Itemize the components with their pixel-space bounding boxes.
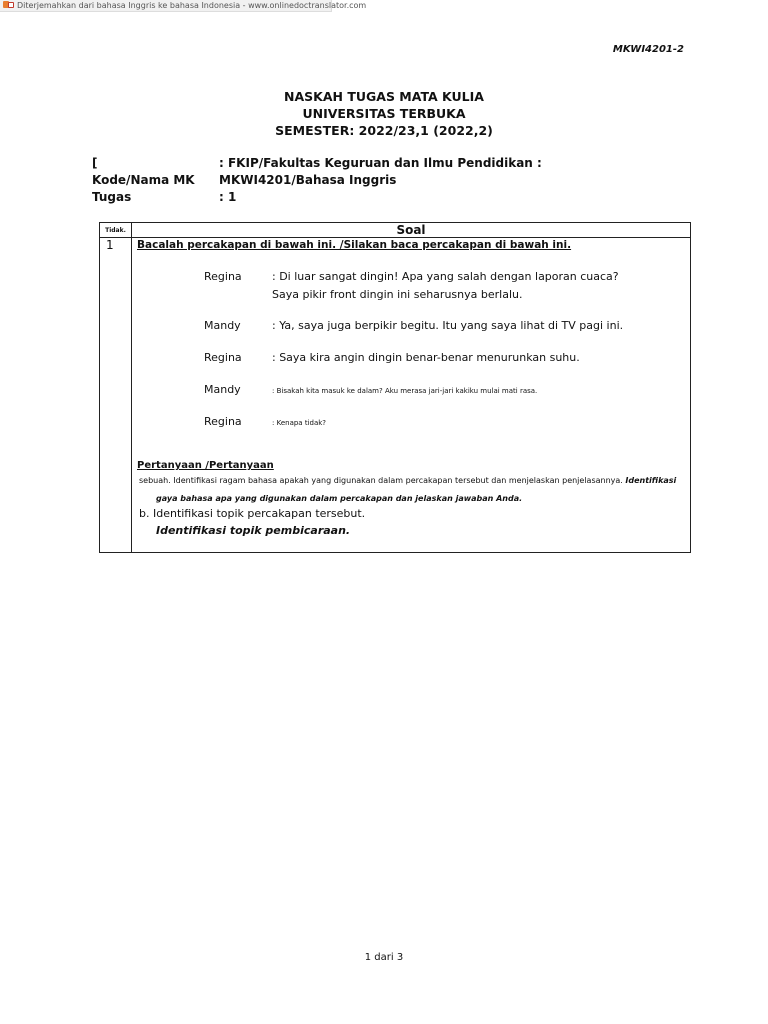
meta-value-assignment: : 1 — [219, 190, 237, 204]
dialogue-text-continued: Saya pikir front dingin ini seharusnya berlalu. — [272, 288, 523, 301]
meta-label-assignment: Tugas — [92, 190, 132, 204]
dialogue-text: : Kenapa tidak? — [272, 419, 327, 427]
dialogue-speaker: Regina — [204, 270, 242, 283]
meta-value-faculty: : FKIP/Fakultas Keguruan dan Ilmu Pendidikan : — [219, 156, 542, 170]
document-code: MKWI4201-2 — [612, 44, 684, 55]
title-line-3: SEMESTER: 2022/23,1 (2022,2) — [275, 123, 493, 138]
table-row-number: 1 — [106, 238, 114, 252]
document-titles — [0, 88, 768, 139]
question-a — [139, 476, 676, 485]
meta-value-course: MKWI4201/Bahasa Inggris — [219, 173, 397, 187]
dialogue-speaker: Mandy — [204, 383, 241, 396]
table-header-divider — [100, 237, 690, 238]
dialogue-text: : Bisakah kita masuk ke dalam? Aku merasa jari-jari kakiku mulai mati rasa. — [272, 387, 538, 395]
dialogue-speaker: Regina — [204, 351, 242, 364]
translator-banner — [0, 0, 367, 12]
meta-label-course: Kode/Nama MK — [92, 173, 195, 187]
meta-label-faculty: [ — [92, 156, 98, 170]
question-a-emphasis: Identifikasi — [625, 476, 677, 485]
question-a-emphasis-continued: gaya bahasa apa yang digunakan dalam percakapan dan jelaskan jawaban Anda. — [156, 494, 523, 503]
table-column-divider — [131, 223, 132, 552]
translator-logo-icon — [3, 1, 15, 9]
title-line-2: UNIVERSITAS TERBUKA — [302, 106, 466, 121]
dialogue-text: : Ya, saya juga berpikir begitu. Itu yang saya lihat di TV pagi ini. — [272, 319, 624, 332]
dialogue-text: : Saya kira angin dingin benar-benar menurunkan suhu. — [272, 351, 580, 364]
question-table — [99, 222, 691, 553]
question-b-emphasis: Identifikasi topik pembicaraan. — [156, 524, 351, 537]
title-line-1: NASKAH TUGAS MATA KULIA — [284, 89, 484, 104]
question-a-text: sebuah. Identifikasi ragam bahasa apakah yang digunakan dalam percakapan tersebut dan menjelaskan penjelasannya. — [139, 476, 623, 485]
table-header-number: Tidak. — [105, 227, 126, 234]
banner-text: Diterjemahkan dari bahasa Inggris ke bahasa Indonesia - www.onlinedoctranslator.com — [17, 1, 367, 10]
reading-instruction: Bacalah percakapan di bawah ini. /Silakan baca percakapan di bawah ini. — [137, 239, 572, 251]
questions-heading: Pertanyaan /Pertanyaan — [137, 460, 274, 471]
page-number: 1 dari 3 — [364, 952, 404, 963]
question-b: b. Identifikasi topik percakapan tersebut. — [139, 507, 366, 520]
dialogue-text: : Di luar sangat dingin! Apa yang salah dengan laporan cuaca? — [272, 270, 619, 283]
dialogue-speaker: Mandy — [204, 319, 241, 332]
dialogue-speaker: Regina — [204, 415, 242, 428]
table-header-question: Soal — [396, 223, 426, 237]
